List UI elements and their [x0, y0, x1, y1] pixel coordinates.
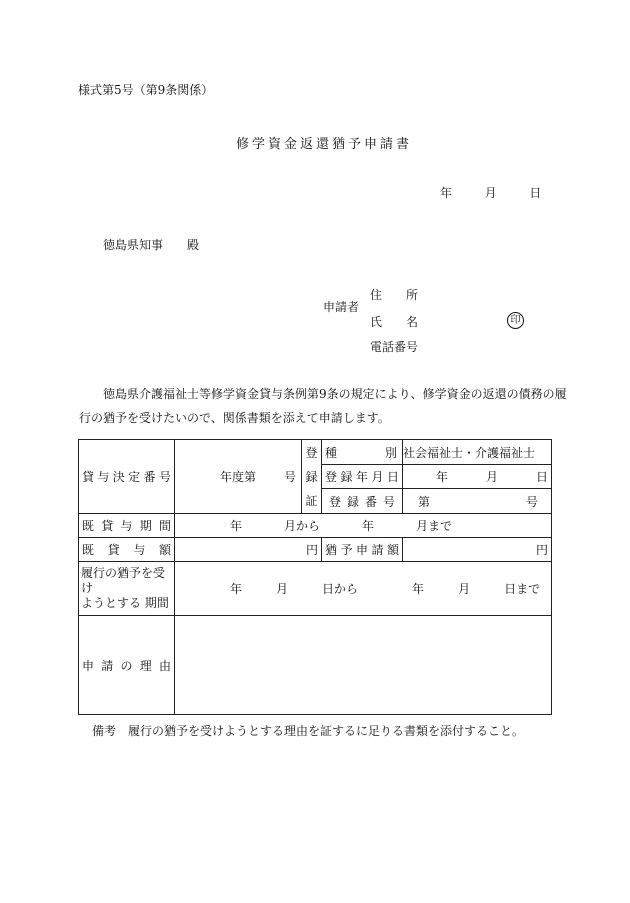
number-suffix: 号	[283, 470, 296, 484]
addressee: 徳島県知事 殿	[103, 238, 200, 252]
loan-decision-number-field[interactable]	[175, 440, 302, 514]
date-day: 日	[529, 186, 542, 200]
registration-date-label: 登 録 年 月 日	[322, 465, 403, 489]
loan-decision-number-label	[79, 440, 175, 514]
application-date	[440, 184, 541, 201]
date-month: 月	[484, 186, 497, 200]
label-chars: 貸 与 決 定 番 号	[82, 470, 171, 484]
applicant-label: 申請者	[323, 300, 360, 314]
seal-mark: 印	[507, 312, 524, 329]
loan-period-label: 既 貸 与 期 間	[79, 514, 175, 538]
loan-period-field[interactable]: 年 月から 年 月まで	[175, 514, 552, 538]
reason-field[interactable]	[175, 616, 552, 715]
address-label: 住 所	[370, 288, 419, 302]
form-number: 様式第5号（第9条関係）	[78, 83, 214, 97]
name-label: 氏 名	[370, 315, 419, 329]
date-year: 年	[440, 186, 453, 200]
grace-amount-field[interactable]: 円	[403, 538, 552, 562]
remarks-note: 備考 履行の猶予を受けようとする理由を証するに足りる書類を添付すること。	[92, 724, 525, 738]
type-value: 社会福祉士・介護福祉士	[403, 440, 552, 465]
grace-amount-label: 猶 予 申 請 額	[322, 538, 403, 562]
phone-label: 電話番号	[370, 340, 419, 354]
grace-period-field[interactable]: 年 月 日から 年 月 日まで	[175, 562, 552, 616]
grace-period-label: 履行の猶予を受け ようとする 期間	[79, 562, 175, 616]
registration-number-label: 登 録 番 号	[322, 489, 403, 514]
document-title: 修学資金返還猶予申請書	[236, 137, 413, 152]
reason-label: 申 請 の 理 由	[79, 616, 175, 715]
registration-vertical-label: 登 録 証	[302, 440, 322, 514]
registration-date-field[interactable]: 年 月 日	[403, 465, 552, 489]
body-line-1: 徳島県介護福祉士等修学資金貸与条例第9条の規定により、修学資金の返還の債務の履	[103, 387, 567, 401]
year-degree-text: 年度第	[219, 470, 256, 484]
body-line-2: 行の猶予を受けたいので、関係書類を添えて申請します。	[79, 411, 390, 425]
loan-amount-field[interactable]: 円	[175, 538, 322, 562]
loan-amount-label: 既 貸 与 額	[79, 538, 175, 562]
type-label: 種 別	[322, 440, 403, 465]
application-table	[78, 439, 552, 715]
registration-number-field[interactable]: 第 号	[403, 489, 552, 514]
